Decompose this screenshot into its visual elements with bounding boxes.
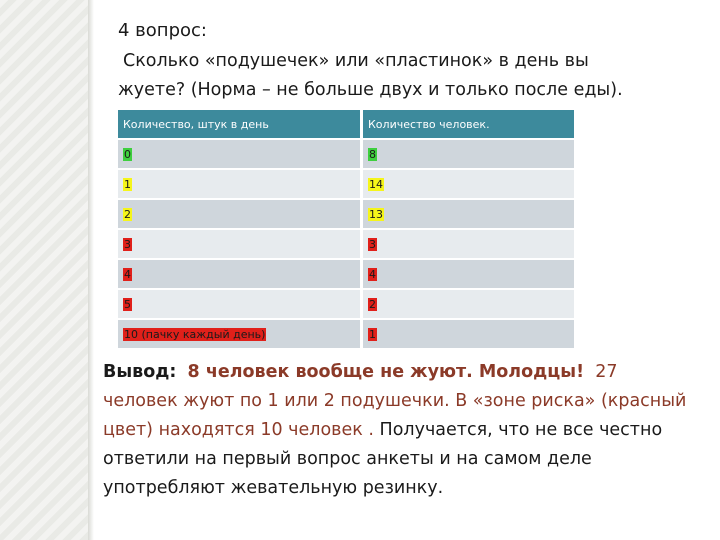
- cell-people: [362, 199, 575, 229]
- people-value: 3: [369, 237, 376, 251]
- cell-people: [362, 289, 575, 319]
- table-row: [118, 199, 574, 229]
- people-value: 14: [369, 177, 383, 191]
- count-value: 4: [124, 267, 131, 281]
- question-line-1: Сколько «подушечек» или «пластинок» в день вы: [123, 51, 589, 71]
- people-value: 4: [369, 267, 376, 281]
- count-value: 10 (пачку каждый день): [124, 327, 266, 341]
- cell-count: [118, 289, 362, 319]
- cell-people: [362, 229, 575, 259]
- cell-people: [362, 169, 575, 199]
- people-value: 13: [369, 207, 383, 221]
- question-title: [118, 20, 207, 41]
- people-value: 8: [369, 147, 376, 161]
- conclusion-paragraph: [103, 358, 693, 503]
- table-row: [118, 229, 574, 259]
- table-row: [118, 139, 574, 169]
- table-row: [118, 169, 574, 199]
- cell-people: [362, 319, 575, 348]
- header-count: Количество, штук в день: [118, 110, 362, 139]
- question-line-2: жуете? (Норма – не больше двух и только после еды).: [118, 80, 623, 100]
- people-value: 2: [369, 297, 376, 311]
- cell-people: [362, 259, 575, 289]
- count-value: 1: [124, 177, 131, 191]
- cell-count: [118, 169, 362, 199]
- count-value: 2: [124, 207, 131, 221]
- question-text: [118, 47, 688, 105]
- question-title-colon: :: [200, 20, 207, 41]
- answers-table: [118, 110, 574, 348]
- count-value: 0: [124, 147, 131, 161]
- header-people: Количество человек.: [362, 110, 575, 139]
- count-value: 5: [124, 297, 131, 311]
- table-header-row: [118, 110, 574, 139]
- table-row: [118, 259, 574, 289]
- decorative-side-band: [0, 0, 88, 540]
- cell-count: [118, 319, 362, 348]
- side-band-shadow: [88, 0, 94, 540]
- table-row: [118, 319, 574, 348]
- cell-count: [118, 139, 362, 169]
- conclusion-remark: Получается, что не все честно ответили на первый вопрос анкеты и на самом деле употребляют жевательную резинку.: [103, 420, 663, 498]
- conclusion-highlight: 8 человек вообще не жуют. Молодцы!: [187, 362, 585, 382]
- conclusion-label: Вывод:: [103, 362, 177, 382]
- cell-count: [118, 229, 362, 259]
- people-value: 1: [369, 327, 376, 341]
- count-value: 3: [124, 237, 131, 251]
- conclusion-stats: 27 человек жуют по 1 или 2 подушечки. В «зоне риска» (красный цвет) находятся 10 человек .: [103, 362, 687, 440]
- cell-people: [362, 139, 575, 169]
- question-title-text: 4 вопрос: [118, 20, 201, 41]
- cell-count: [118, 199, 362, 229]
- table-row: [118, 289, 574, 319]
- cell-count: [118, 259, 362, 289]
